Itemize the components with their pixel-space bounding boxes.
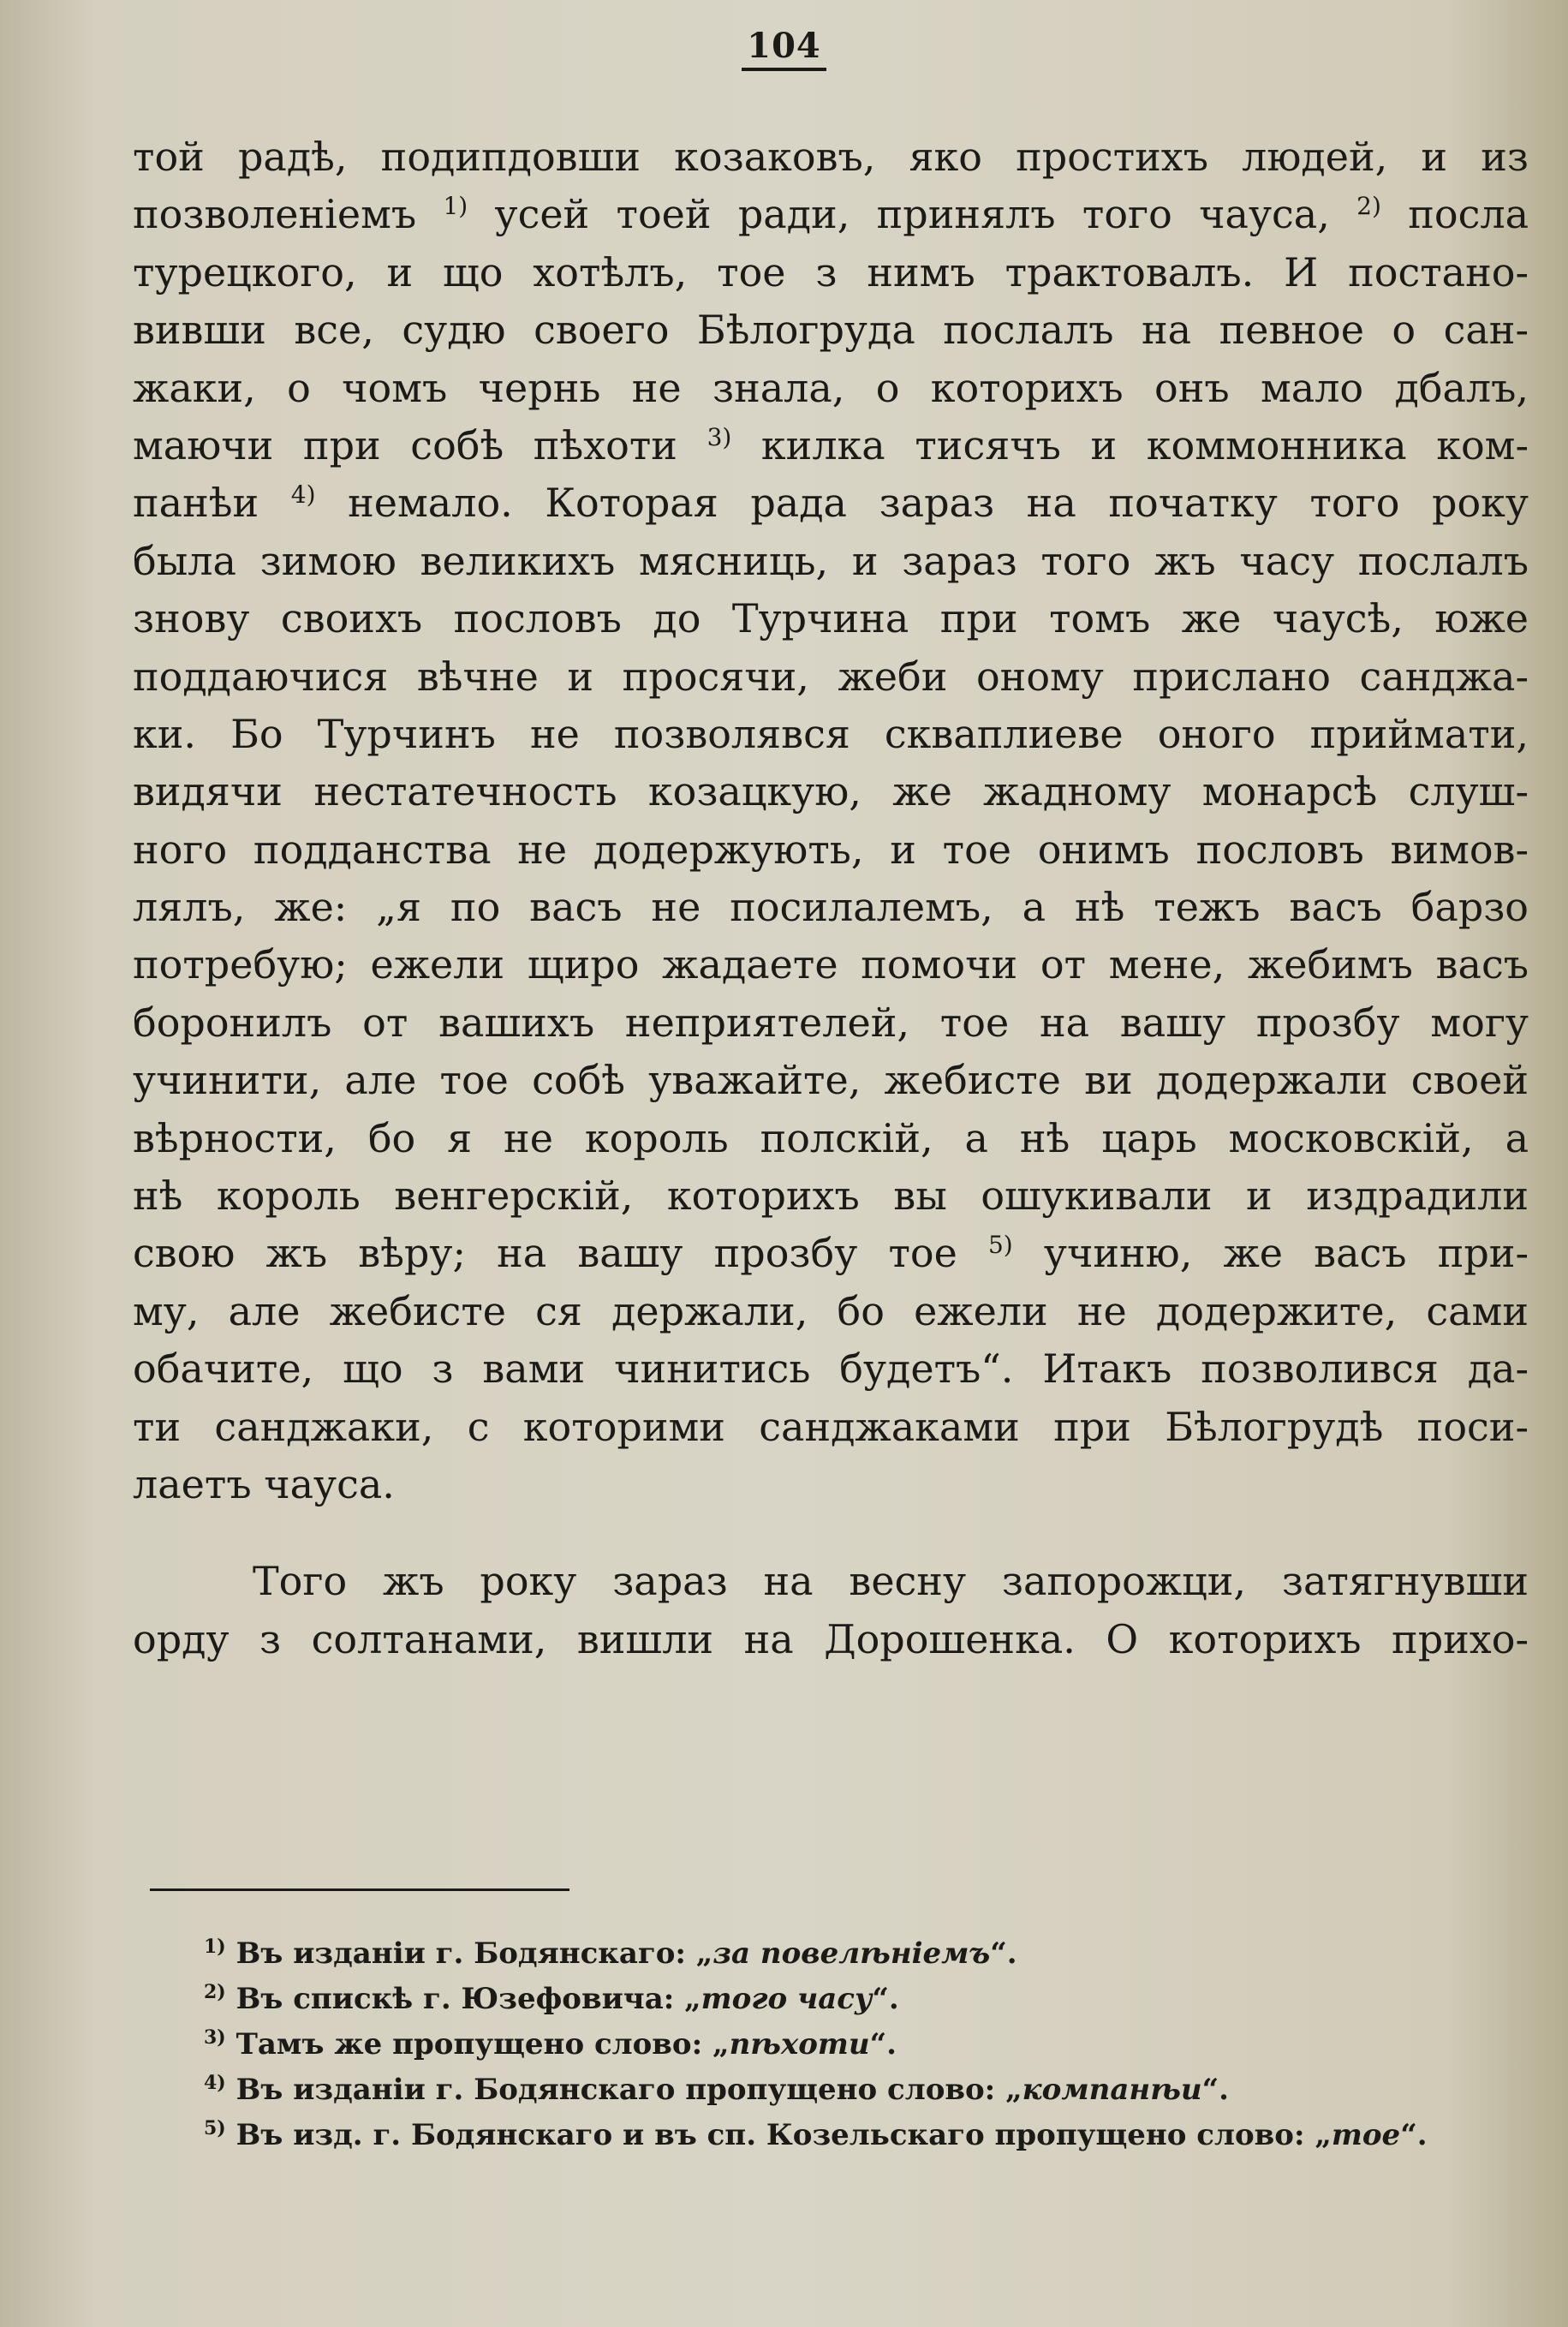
line-text: маючи при собѣ пѣхоти: [133, 421, 707, 468]
footnote-quote: компанѣи: [1022, 2073, 1202, 2107]
text-line: [133, 360, 1529, 417]
footnote-item: [204, 2113, 1540, 2158]
text-line: [133, 1052, 1529, 1109]
footnote-marker: 1): [204, 1936, 226, 1958]
footnote-marker: 3): [204, 2026, 226, 2049]
line-text: была зимою великихъ мясниць, и зараз того жъ часу послалъ: [133, 537, 1529, 584]
text-line: [133, 474, 1529, 532]
footnote-end: “.: [1201, 2073, 1230, 2107]
footnote-ref: 5): [987, 1231, 1013, 1260]
text-line: [133, 244, 1529, 301]
text-line: [133, 590, 1529, 647]
line-text: посла: [1380, 191, 1529, 238]
text-line: [133, 1283, 1529, 1340]
line-text: килка тисячъ и коммонника ком-: [731, 421, 1529, 468]
line-text: учиню, же васъ при-: [1012, 1230, 1529, 1277]
text-line: [133, 879, 1529, 936]
footnote-text: Въ спискѣ г. Юзефовича: „: [235, 1982, 701, 2016]
line-text: нѣ король венгерскій, которихъ вы ошукивали и издрадили: [133, 1172, 1529, 1220]
line-text: Того жъ року зараз на весну запорожци, затягнувши: [253, 1558, 1529, 1605]
footnote-ref: 2): [1356, 192, 1381, 221]
line-text: вѣрности, бо я не король полскій, а нѣ царь московскій, а: [133, 1114, 1529, 1161]
footnote-marker: 4): [204, 2072, 226, 2094]
footnote-text: Въ изданіи г. Бодянскаго пропущено слово: „: [235, 2073, 1022, 2107]
line-text: панѣи: [133, 480, 291, 527]
text-line: [133, 1340, 1529, 1398]
footnote-ref: 4): [290, 480, 316, 510]
footnote-end: “.: [1400, 2118, 1428, 2152]
text-line: [133, 763, 1529, 820]
line-text: вивши все, судю своего Бѣлогруда послалъ на певное о сан-: [133, 307, 1529, 354]
footnote-text: Въ изд. г. Бодянскаго и въ сп. Козельскаго пропущено слово: „: [235, 2118, 1332, 2152]
footnote-marker: 5): [204, 2117, 226, 2139]
footnote-divider: [150, 1888, 569, 1891]
line-text: жаки, о чомъ чернь не знала, о которихъ онъ мало дбалъ,: [133, 364, 1529, 411]
line-text: поддаючися вѣчне и просячи, жеби оному прислано санджа-: [133, 653, 1529, 700]
footnote-item: [204, 1931, 1540, 1977]
line-text: учинити, але тое собѣ уважайте, жебисте ви додержали своей: [133, 1057, 1529, 1104]
text-line: [133, 821, 1529, 879]
page-number: [0, 26, 1568, 66]
text-line: [133, 936, 1529, 993]
text-line: [133, 1553, 1529, 1610]
line-text: ки. Бо Турчинъ не позволявся скваплиеве оного приймати,: [133, 710, 1529, 757]
line-text: знову своихъ пословъ до Турчина при томъ же чаусѣ, юже: [133, 595, 1529, 642]
text-line: [133, 706, 1529, 763]
footnote-ref: 3): [706, 422, 732, 451]
text-line: [133, 1167, 1529, 1225]
footnote-ref: 1): [443, 192, 468, 221]
footnotes: [204, 1931, 1540, 2158]
paragraph-gap: [133, 1513, 1529, 1553]
footnote-item: [204, 2067, 1540, 2113]
footnote-marker: 2): [204, 1981, 226, 2003]
line-text: боронилъ от вашихъ неприятелей, тое на вашу прозбу могу: [133, 999, 1529, 1046]
line-text: той радѣ, подипдовши козаковъ, яко простихъ людей, и из: [133, 134, 1529, 180]
footnote-quote: за повелѣніемъ: [712, 1936, 991, 1971]
line-text: обачите, що з вами чинитись будетъ“. Итакъ позволився да-: [133, 1345, 1529, 1393]
line-text: лялъ, же: „я по васъ не посилалемъ, а нѣ тежъ васъ барзо: [133, 884, 1529, 931]
line-text: свою жъ вѣру; на вашу прозбу тое: [133, 1230, 988, 1277]
footnote-text: Тамъ же пропущено слово: „: [235, 2027, 730, 2061]
text-line: [133, 128, 1529, 186]
text-line: [133, 417, 1529, 474]
text-line: [133, 533, 1529, 590]
line-text: позволеніемъ: [133, 191, 444, 238]
footnote-text: Въ изданіи г. Бодянскаго: „: [235, 1936, 713, 1971]
line-text: лаетъ чауса.: [133, 1460, 395, 1507]
text-line: [133, 648, 1529, 706]
line-text: видячи нестатечность козацкую, же жадному монарсѣ слуш-: [133, 768, 1529, 815]
footnote-end: “.: [872, 1982, 899, 2016]
footnote-item: [204, 1977, 1540, 2022]
body-text: [133, 128, 1529, 1668]
line-text: ного подданства не додержують, и тое онимъ пословъ вимов-: [133, 826, 1529, 873]
line-text: му, але жебисте ся держали, бо ежели не додержите, сами: [133, 1287, 1529, 1334]
text-line: [133, 1456, 1529, 1513]
line-text: орду з солтанами, вишли на Дорошенка. О которихъ прихо-: [133, 1615, 1529, 1662]
line-text: немало. Которая рада зараз на початку того року: [315, 480, 1529, 527]
page-number-text: 104: [742, 26, 826, 71]
footnote-end: “.: [990, 1936, 1017, 1971]
text-line: [133, 1110, 1529, 1167]
footnote-quote: того часу: [701, 1982, 873, 2016]
text-line: [133, 1225, 1529, 1282]
text-line: [133, 1611, 1529, 1668]
footnote-item: [204, 2022, 1540, 2067]
text-line: [133, 1399, 1529, 1456]
line-text: ти санджаки, с которими санджаками при Бѣлогрудѣ поси-: [133, 1403, 1529, 1450]
footnote-quote: пѣхоти: [729, 2027, 870, 2061]
line-text: усей тоей ради, принялъ того чауса,: [468, 191, 1357, 238]
line-text: турецкого, и що хотѣлъ, тое з нимъ трактовалъ. И постано-: [133, 248, 1529, 295]
text-line: [133, 186, 1529, 243]
text-line: [133, 301, 1529, 359]
text-line: [133, 994, 1529, 1052]
line-text: потребую; ежели щиро жадаете помочи от мене, жебимъ васъ: [133, 941, 1529, 988]
footnote-end: “.: [869, 2027, 897, 2061]
footnote-quote: тое: [1331, 2118, 1401, 2152]
